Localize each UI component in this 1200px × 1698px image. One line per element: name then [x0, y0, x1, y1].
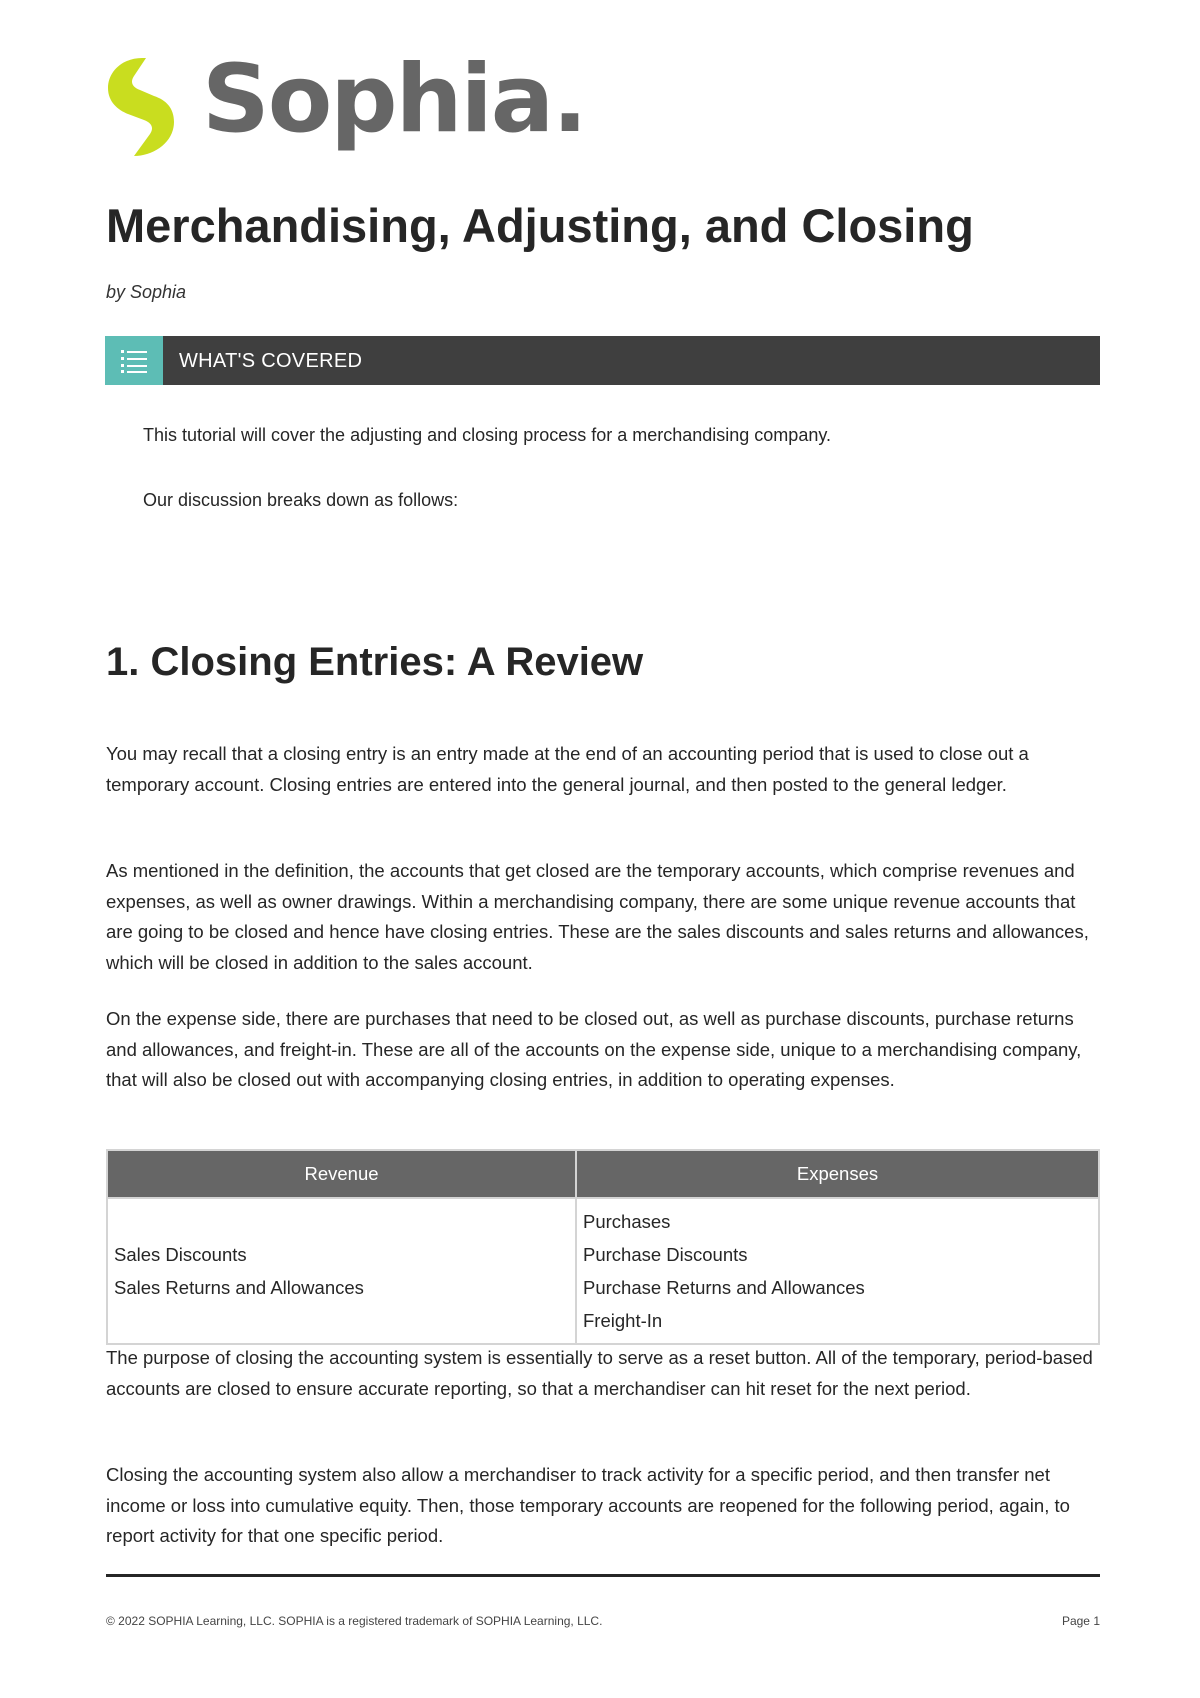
- page-number: Page 1: [1061, 1614, 1100, 1628]
- paragraph: Closing the accounting system also allow a merchandiser to track activity for a specific period, and then transfer net income or loss into cumulative equity. Then, those temporary accounts are reopened for the following period, again, to report activity for that one specific period.: [106, 1464, 1070, 1546]
- expense-item: Freight-In: [583, 1310, 663, 1331]
- paragraph: On the expense side, there are purchases that need to be closed out, as well as purchase discounts, purchase returns and allowances, and freight-in. These are all of the accounts on the expense side, unique to a merchandising company, that will also be closed out with accompanying closing entries, in addition to operating expenses.: [106, 1008, 1082, 1090]
- footer-copyright: © 2022 SOPHIA Learning, LLC. SOPHIA is a registered trademark of SOPHIA Learning, LLC.: [106, 1614, 603, 1628]
- footer-divider: [106, 1574, 1100, 1577]
- page-title: Merchandising, Adjusting, and Closing: [106, 199, 974, 252]
- revenue-item: Sales Discounts: [114, 1244, 247, 1265]
- table-header-revenue: Revenue: [107, 1150, 576, 1198]
- paragraph: As mentioned in the definition, the accounts that get closed are the temporary accounts, which comprise revenues and expenses, as well as owner drawings. Within a merchandising company, there are some unique revenue accounts that are going to be closed and hence have closing entries. These are the sales discounts and sales returns and allowances, which will be closed in addition to the sales account.: [106, 860, 1089, 973]
- paragraph: The purpose of closing the accounting system is essentially to serve as a reset button. All of the temporary, period-based accounts are closed to ensure accurate reporting, so that a merchandiser can hit reset for the next period.: [106, 1347, 1093, 1399]
- table-header-expenses: Expenses: [576, 1150, 1099, 1198]
- whats-covered-bar: [105, 336, 1100, 385]
- whats-covered-label: WHAT'S COVERED: [179, 350, 363, 372]
- expense-item: Purchase Returns and Allowances: [583, 1277, 865, 1298]
- table-row: [107, 1198, 1099, 1344]
- breakdown-text: Our discussion breaks down as follows:: [143, 490, 459, 510]
- sophia-logo: [104, 45, 586, 160]
- revenue-expenses-table: [106, 1149, 1100, 1345]
- paragraph: You may recall that a closing entry is an entry made at the end of an accounting period that is used to close out a temporary account. Closing entries are entered into the general journal, and then posted to the general ledger.: [106, 743, 1029, 795]
- list-icon: [105, 336, 163, 385]
- expenses-cell: [576, 1198, 1099, 1344]
- revenue-item: Sales Returns and Allowances: [114, 1277, 364, 1298]
- intro-text: This tutorial will cover the adjusting and closing process for a merchandising company.: [143, 425, 831, 445]
- logo-wordmark: Sophia.: [202, 45, 586, 154]
- expense-item: Purchases: [583, 1211, 671, 1232]
- section-title: 1. Closing Entries: A Review: [106, 640, 644, 684]
- byline: by Sophia: [106, 282, 187, 302]
- revenue-cell: [107, 1198, 576, 1344]
- sophia-mark-icon: [104, 56, 180, 160]
- expense-item: Purchase Discounts: [583, 1244, 748, 1265]
